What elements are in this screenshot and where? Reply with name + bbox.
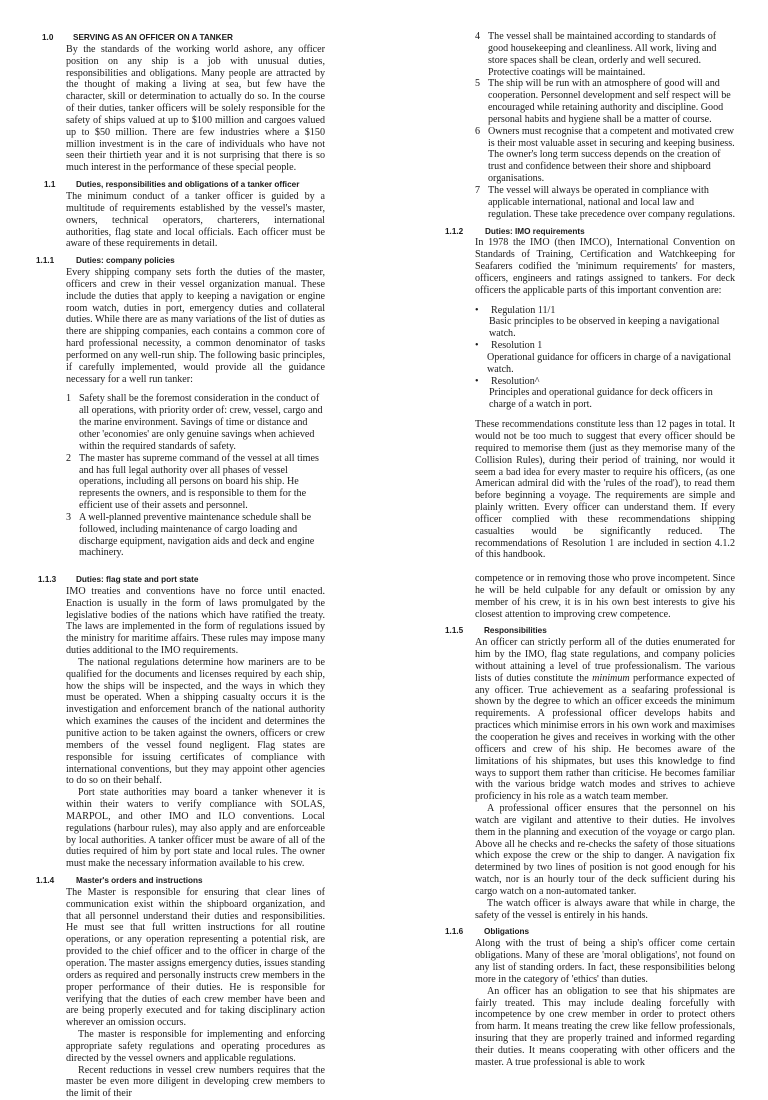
item-number: 5 [475,78,481,90]
column-bottom-right [445,573,735,1069]
paragraph: The watch officer is always aware that while in charge, the safety of the vessel is entirely in his hands. [475,897,735,921]
bullet-title: Resolution 1 [491,340,543,352]
section-number: 1.1.6 [445,927,464,937]
bullet-title: Regulation 11/1 [491,304,556,316]
item-number: 7 [475,184,481,196]
bullet-item [475,305,735,317]
text-run: An officer can strictly perform all of the duties enumerated for him by the IMO, flag state regulations, and company policies without attaining a level of true professionalism. The various lists of duties constitute the [475,637,735,684]
section-heading [30,255,325,267]
bullet-body: Principles and operational guidance for deck officers in charge of a watch in port. [489,387,713,411]
bullet-item [475,376,735,388]
section-title: Obligations [484,927,530,937]
column-top-left [30,31,325,559]
numbered-item [66,512,325,559]
paragraph [475,637,735,803]
numbered-item [475,78,735,125]
paragraph: An officer has an obligation to see that his shipmates are fairly treated. This may include dealing forcefully with incompetence by one crew member in order to protect others from harm. It means treating the crew like fellow professionals, insuring that they are properly trained and informed regarding their duties. It means cooperating with other officers and the master. A true professional is able to work [475,985,735,1068]
item-number: 3 [66,511,72,523]
section-number: 1.1.3 [38,575,57,584]
paragraph: Recent reductions in vessel crew numbers requires that the master be even more diligent in developing crew members to the limit of their [66,1064,325,1100]
section-number: 1.1.2 [445,226,464,236]
item-number: 2 [66,452,72,464]
section-title: SERVING AS AN OFFICER ON A TANKER [73,33,233,42]
section-heading [30,179,325,191]
column-top-right [445,31,735,561]
paragraph: The national regulations determine how mariners are to be qualified for the documents and licenses required by each ship, how the ships will be inspected, and the ways in which they must be operated. When a shipping casualty occurs it is the investigation and enforcement branch of the national authority which examines the causes of the incident and determines the punitive action to be taken against the owners, officers or crew members of the vessel found negligent. Flag states are responsible for issuing certificates of compliance with international conventions, but they may appoint other agencies to do so on their behalf. [66,656,325,787]
bullet-mark: • [475,340,479,352]
section-heading [445,926,735,938]
paragraph: IMO treaties and conventions have no force until enacted. Enaction is usually in the form of laws promulgated by the legislative bodies of the nations which have ratified the treaty. The laws are implemented in the form of regulations issued by the ministry for maritime affairs. These rules may impose many duties additional to the IMO requirements. [66,585,325,657]
section-title: Duties: company policies [76,256,175,266]
section-number: 1.1 [44,180,56,190]
section-number: 1.1.5 [445,626,464,636]
item-number: 1 [66,393,72,405]
paragraph: In 1978 the IMO (then IMCO), International Convention on Standards of Training, Certification and Watchkeeping for Seafarers codified the 'minimum requirements' for masters, officers, engineers and ratings assigned to tankers. For deck officers the applicable parts of this important convention are: [475,237,735,296]
item-text: The master has supreme command of the vessel at all times and has full legal authority over all phases of vessel operations, including all persons on board his ship. He represents the owners, and is responsible to them for the efficient use of their assets and personnel. [79,452,319,512]
text-run: performance expected of any officer. True achievement as a seafaring professional is shown by the degree to which an officer exceeds the minimum requirements. A professional officer develops habits and practices which minimise errors in his own work and maximises the cooperation he gives and receives in working with the other officers and crew of his ship. He becomes aware of the limitations of his shipmates, but uses this knowledge to find ways to support them rather than criticise. He becomes familiar with the various bridge watch modes and strives to achieve proficiency in his role as a watch team member. [475,672,736,803]
item-number: 4 [475,31,481,42]
paragraph: Port state authorities may board a tanker whenever it is within their waters to verify compliance with SOLAS, MARPOL, and other IMO and ILO conventions. Local regulations (harbour rules), may also apply and are enforceable by local authorities. A tanker officer must be aware of all of the duties required of him by port state and local rules. The owner must make the necessary information available to his crew. [66,787,325,870]
paragraph: A professional officer ensures that the personnel on his watch are vigilant and attentive to their duties. He involves them in the planning and execution of the voyage or cargo plan. Above all he checks and re-checks the safety of those situations which expose the crew or the ship to danger. A navigation fix determined by two lines of position is not good enough for his watch, nor is an hourly tour of the deck sufficient during his cargo watch on a non-automated tanker. [475,803,735,897]
section-heading [30,32,325,44]
bullet-mark: • [475,375,479,387]
section-number: 1.1.1 [36,256,55,266]
section-heading [30,875,325,887]
item-text: The vessel will always be operated in compliance with applicable international, national and local law and regulation. These take precedence over company regulations. [488,184,736,220]
section-title: Duties, responsibilities and obligations of a tanker officer [76,180,300,190]
bullet-mark: • [475,304,479,316]
section-heading [445,625,735,637]
paragraph: Every shipping company sets forth the duties of the master, officers and crew in their vessel organization manual. These include the duties that apply to keeping a navigation or engine room watch, duties in port, emergency duties and collateral duties. While there are as many variations of the list of duties as there are shipping companies, each contains a common core of hard professional necessity, a common denominator of tasks performed on any well-run ship. The following basic principles, if carefully implemented, would provide all the guidance necessary for a well run tanker: [66,267,325,385]
numbered-item [475,185,735,221]
numbered-item [475,126,735,185]
section-number: 1.1.4 [36,876,55,886]
paragraph: Along with the trust of being a ship's officer come certain obligations. Many of these are 'moral obligations', not found on any list of standing orders. In fact, these responsibilities belong more in the category of 'ethics' than duties. [475,938,735,985]
paragraph: The Master is responsible for ensuring that clear lines of communication exist within the shipboard organization, and that all personnel understand their duties and responsibilities. He must see that full written instructions for all routine operations, or any operation representing a potential risk, are provided to the chief officer and to the officer in charge of the operation. The master assigns emergency duties, issues standing orders as required and personally instructs crew members in the proper performance of their duties. He is responsible for verifying that the duties of each crew member have been and are being properly executed and for taking disciplinary action wherever an omission occurs. [66,886,325,1029]
item-text: The ship will be run with an atmosphere of good will and cooperation. Personnel development and self respect will be encouraged while retaining authority and discipline. Good personal habits and hygiene shall be a matter of course. [488,78,731,125]
bullet-body: Basic principles to be observed in keeping a navigational watch. [489,316,720,340]
bullet-item [475,340,735,352]
section-heading [445,226,735,238]
item-text: A well-planned preventive maintenance schedule shall be followed, including maintenance of cargo loading and discharge equipment, navigation aids and deck and engine machinery. [79,511,315,559]
paragraph: competence or in removing those who prove incompetent. Since he will be held culpable for any default or omission by any member of his crew, it is in his own best interests to give his closest attention to improving crew competence. [475,573,735,620]
section-title: Duties: IMO requirements [485,226,585,236]
numbered-item [66,453,325,512]
section-title: Duties: flag state and port state [76,575,199,584]
column-bottom-left [30,573,325,1100]
numbered-item [66,393,325,452]
paragraph: By the standards of the working world ashore, any officer position on any ship is a job with unusual duties, responsibilities and obligations. Many people are attracted by the thought of making a living at sea, but few have the character, skill or determination to actually do so. In the course of their duties, tanker officers will be solely responsible for the safety of ships valued at up to $100 million and cargoes valued up to $50 million. There are few industries where a $150 million investment is in the care of individuals who have not seen their thirtieth year and it is not surprising that there is so much interest in the performance of these special people. [66,43,325,174]
bullet-title: Resolution^ [491,375,540,387]
paragraph: The master is responsible for implementing and enforcing appropriate safety regulations and operating procedures as directed by the vessel owners and applicable regulations. [66,1029,325,1064]
numbered-item [475,31,735,78]
section-number: 1.0 [42,33,54,42]
section-title: Responsibilities [484,626,547,636]
paragraph: The minimum conduct of a tanker officer is guided by a multitude of requirements established by the vessel's master, owners, technical operators, charterers, international authorities, flag state and local officials. Each officer must be aware of these requirements in detail. [66,190,325,250]
section-heading [30,574,325,586]
section-title: Master's orders and instructions [76,876,203,886]
item-number: 6 [475,125,481,137]
bullet-body: Operational guidance for officers in charge of a navigational watch. [487,351,732,375]
item-text: Owners must recognise that a competent and motivated crew is their most valuable asset in securing and keeping business. The owner's long term success depends on the creation of trust and confidence between their shore and shipboard organisations. [488,125,735,185]
item-text: Safety shall be the foremost consideration in the conduct of all operations, with priority order of: crew, vessel, cargo and the marine environment. Savings of time or distance and other 'economies' are only genuine savings when achieved within the required standards of safety. [79,393,323,452]
paragraph: These recommendations constitute less than 12 pages in total. It would not be too much to suggest that every officer should be required to memorise them (just as they memorise many of the Collision Rules), during their period of training, nor would it seem a bad idea for every master to require his officers, (as one American admiral did with the 'rules of the road'), to read them before beginning a voyage. The requirements are simple and plainly written. Every officer can understand them. If every officer complied with these recommendations shipping casualties would be significantly reduced. The recommendations of Resolution 1 are included in section 4.1.2 of this handbook. [475,419,735,561]
item-text: The vessel shall be maintained according to standards of good housekeeping and cleanliness. All work, living and store spaces shall be clean, orderly and well secured. Protective coatings will be maintained. [488,31,717,78]
emphasis: minimum [592,672,630,684]
